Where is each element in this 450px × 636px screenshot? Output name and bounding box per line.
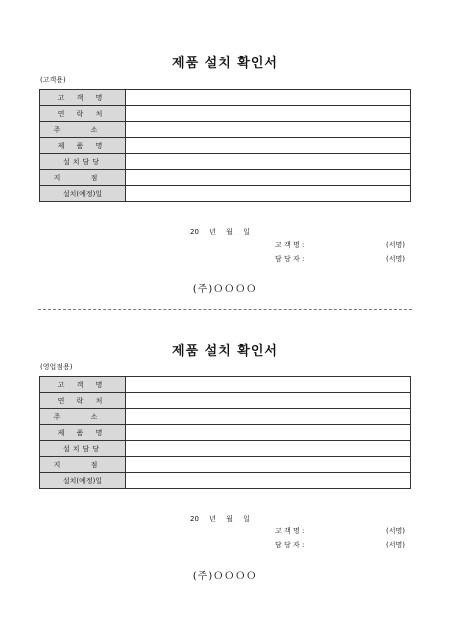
- row-value-field[interactable]: [126, 90, 411, 106]
- row-label: 지 점: [40, 457, 126, 473]
- row-label: 연 락 처: [40, 393, 126, 409]
- table-row: [40, 90, 411, 106]
- row-value-field[interactable]: [126, 186, 411, 202]
- copy-label: (고객용): [40, 76, 66, 84]
- row-value-field[interactable]: [126, 170, 411, 186]
- row-label: 주 소: [40, 122, 126, 138]
- table-row: [40, 154, 411, 170]
- date-line: 20 년 월 일: [190, 515, 250, 523]
- signature-mark[interactable]: (서명): [386, 241, 405, 249]
- row-label: 설치담당: [40, 154, 126, 170]
- table-row: [40, 106, 411, 122]
- signature-mark[interactable]: (서명): [386, 541, 405, 549]
- row-label: 고 객 명: [40, 377, 126, 393]
- row-value-field[interactable]: [126, 106, 411, 122]
- company-name: (주)ＯＯＯＯ: [192, 284, 258, 295]
- date-line: 20 년 월 일: [190, 228, 250, 236]
- table-row: [40, 170, 411, 186]
- row-value-field[interactable]: [126, 122, 411, 138]
- row-value-field[interactable]: [126, 138, 411, 154]
- row-label: 제 품 명: [40, 138, 126, 154]
- row-value-field[interactable]: [126, 425, 411, 441]
- row-label: 연 락 처: [40, 106, 126, 122]
- row-label: 지 점: [40, 170, 126, 186]
- table-row: [40, 457, 411, 473]
- form-title: 제품 설치 확인서: [172, 56, 278, 71]
- row-label: 고 객 명: [40, 90, 126, 106]
- signer-label: 고 객 명 :: [275, 527, 305, 535]
- table-row: [40, 441, 411, 457]
- row-label: 설치(예정)일: [40, 473, 126, 489]
- signer-label: 담 당 자 :: [275, 255, 305, 263]
- table-row: [40, 473, 411, 489]
- row-label: 제 품 명: [40, 425, 126, 441]
- row-value-field[interactable]: [126, 154, 411, 170]
- table-row: [40, 138, 411, 154]
- signature-mark[interactable]: (서명): [386, 527, 405, 535]
- info-table: [39, 89, 411, 202]
- form-title: 제품 설치 확인서: [172, 344, 278, 359]
- row-value-field[interactable]: [126, 473, 411, 489]
- row-value-field[interactable]: [126, 441, 411, 457]
- table-row: [40, 425, 411, 441]
- cut-line-divider: [38, 309, 412, 310]
- signer-label: 담 당 자 :: [275, 541, 305, 549]
- table-row: [40, 122, 411, 138]
- row-label: 설치담당: [40, 441, 126, 457]
- row-label: 주 소: [40, 409, 126, 425]
- table-row: [40, 409, 411, 425]
- signature-mark[interactable]: (서명): [386, 255, 405, 263]
- row-value-field[interactable]: [126, 457, 411, 473]
- table-row: [40, 186, 411, 202]
- row-value-field[interactable]: [126, 393, 411, 409]
- table-row: [40, 377, 411, 393]
- copy-label: (영업점용): [40, 363, 73, 371]
- company-name: (주)ＯＯＯＯ: [192, 571, 258, 582]
- row-value-field[interactable]: [126, 377, 411, 393]
- row-value-field[interactable]: [126, 409, 411, 425]
- row-label: 설치(예정)일: [40, 186, 126, 202]
- table-row: [40, 393, 411, 409]
- signer-label: 고 객 명 :: [275, 241, 305, 249]
- info-table: [39, 376, 411, 489]
